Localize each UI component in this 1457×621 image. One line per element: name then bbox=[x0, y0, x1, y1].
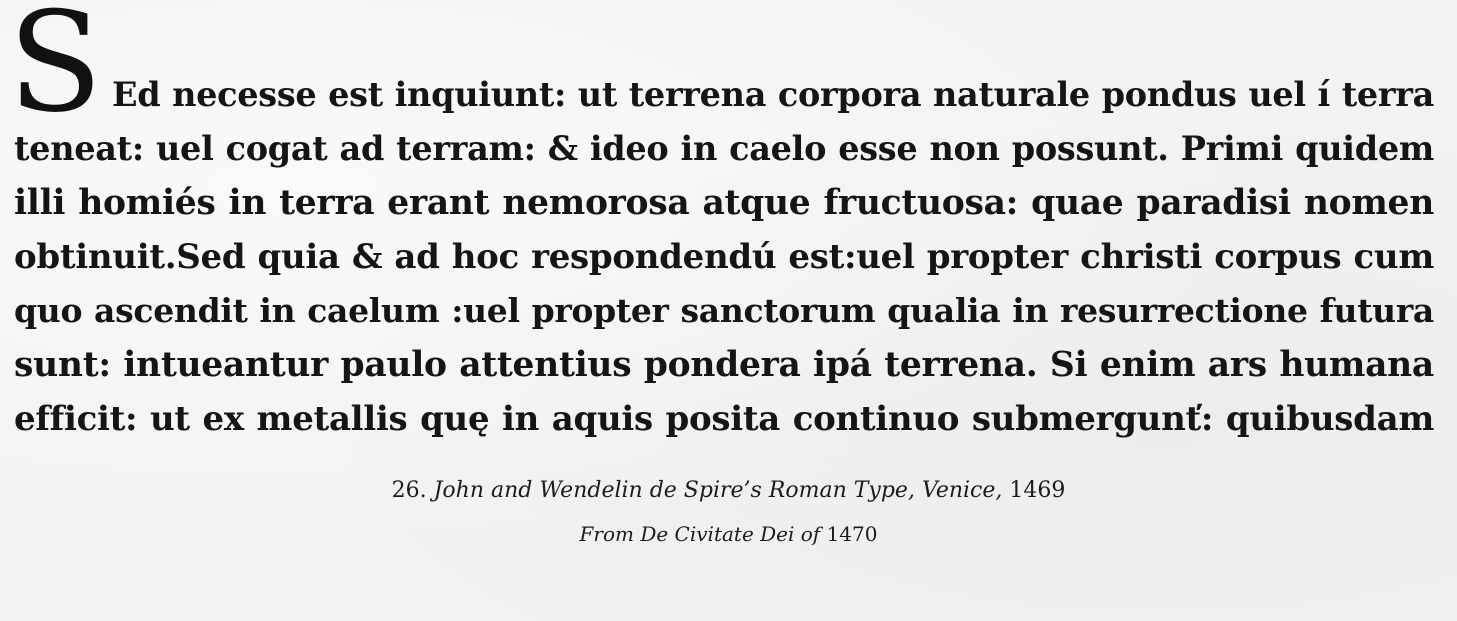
drop-cap-initial: S bbox=[8, 0, 103, 143]
text-line-4: obtinuit.Sed quia & ad hoc respondendú est:uel propter christi corpus cum bbox=[14, 237, 1434, 277]
text-line-5: quo ascendit in caelum :uel propter sanctorum qualia in resurrectione futura bbox=[14, 291, 1434, 330]
figure-subcaption bbox=[0, 522, 1457, 546]
text-line-6: sunt: intueantur paulo attentius pondera ipá terrena. Si enim ars humana bbox=[14, 345, 1434, 385]
subcaption-year: 1470 bbox=[826, 522, 878, 546]
figure-caption bbox=[0, 478, 1457, 503]
type-specimen-text bbox=[14, 68, 1434, 446]
caption-year: 1469 bbox=[1009, 478, 1066, 503]
text-line-1: Ed necesse est inquiunt: ut terrena corpora naturale pondus uel í terra bbox=[112, 75, 1434, 114]
caption-place: Venice, bbox=[921, 478, 1003, 503]
text-line-2: teneat: uel cogat ad terram: & ideo in caelo esse non possunt. Primi quidem bbox=[14, 129, 1434, 168]
caption-number: 26. bbox=[391, 478, 427, 503]
text-line-7: efficit: ut ex metallis quę in aquis posita continuo submergunť: quibusdam bbox=[14, 399, 1434, 439]
subcaption-source: From De Civitate Dei of bbox=[579, 522, 821, 546]
text-line-3: illi homiés in terra erant nemorosa atque fructuosa: quae paradisi nomen bbox=[14, 183, 1434, 223]
caption-title: John and Wendelin de Spire’s Roman Type, bbox=[433, 478, 915, 503]
